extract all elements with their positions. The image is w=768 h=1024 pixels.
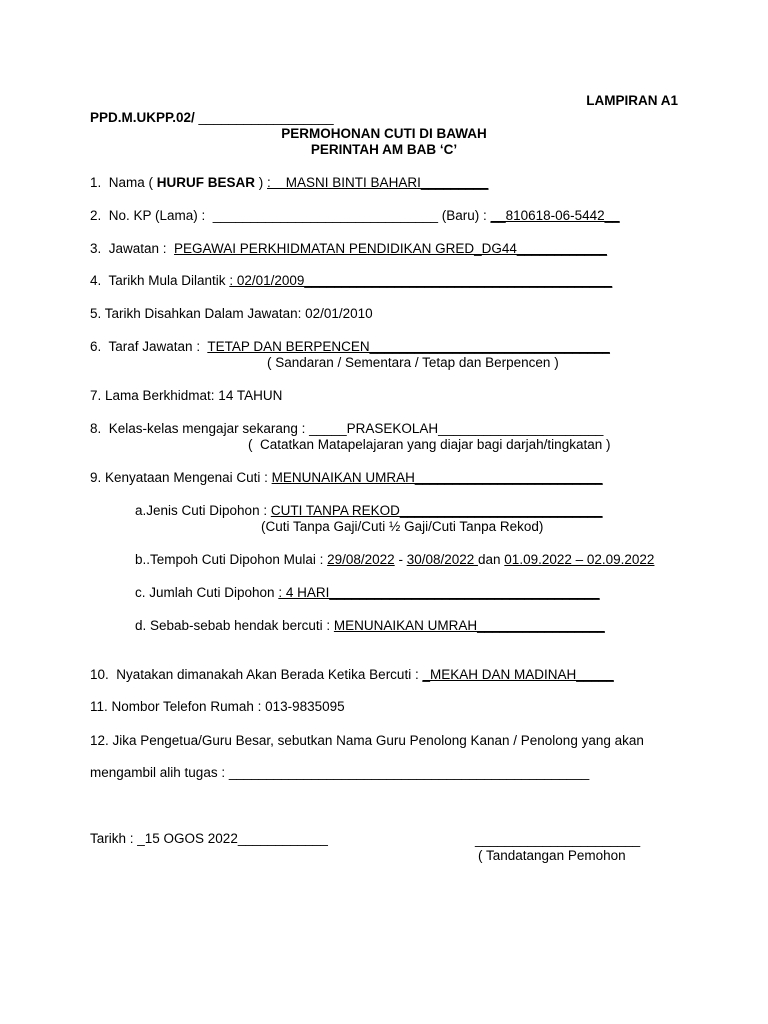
tempoh-date-2: 30/08/2022 (406, 552, 479, 567)
tempoh-sep-1: - (394, 552, 407, 567)
field-tarikh-mula (90, 273, 612, 289)
field-jawatan (90, 241, 607, 257)
field-jumlah-cuti (135, 585, 600, 601)
sebab-value: MENUNAIKAN UMRAH_________________ (333, 618, 605, 633)
field-tarikh-disahkan: 5. Tarikh Disahkan Dalam Jawatan: 02/01/2010 (90, 306, 373, 321)
field-lokasi-bercuti (90, 667, 614, 683)
tarikh-mula-value: : 02/01/2009_________________________________________ (229, 273, 613, 288)
jumlah-label: c. Jumlah Cuti Dipohon (135, 585, 279, 600)
sebab-label: d. Sebab-sebab hendak bercuti : (135, 618, 334, 633)
taraf-note: ( Sandaran / Sementara / Tetap dan Berpencen ) (267, 355, 559, 370)
signature-line: ______________________ (475, 832, 641, 847)
nama-label-end: ) (255, 175, 268, 190)
jenis-note: (Cuti Tanpa Gaji/Cuti ½ Gaji/Cuti Tanpa Rekod) (261, 519, 544, 534)
nama-label-bold: HURUF BESAR (156, 175, 256, 190)
berada-label: 10. Nyatakan dimanakah Akan Berada Ketika Bercuti : (90, 667, 423, 682)
field-kp (90, 208, 620, 224)
field-nama (90, 175, 488, 191)
kelas-note: ( Catatkan Matapelajaran yang diajar bagi darjah/tingkatan ) (248, 437, 611, 452)
form-title-line1: PERMOHONAN CUTI DI BAWAH (281, 126, 487, 141)
field-telefon: 11. Nombor Telefon Rumah : 013-9835095 (90, 699, 345, 714)
tempoh-date-1: 29/08/2022 (327, 552, 395, 567)
field-taraf-jawatan (90, 339, 610, 355)
form-title-line2: PERINTAH AM BAB ‘C’ (310, 142, 458, 157)
field-lama-berkhidmat: 7. Lama Berkhidmat: 14 TAHUN (90, 388, 283, 403)
field-jenis-cuti (135, 503, 603, 519)
nama-label: 1. Nama ( (90, 175, 157, 190)
nama-value: : MASNI BINTI BAHARI_________ (267, 175, 489, 190)
signature-label: ( Tandatangan Pemohon (478, 848, 626, 863)
reference-number (90, 110, 334, 126)
jenis-label: a.Jenis Cuti Dipohon : (135, 503, 271, 518)
field-kenyataan-cuti (90, 470, 603, 486)
field-pengetua-line2: mengambil alih tugas : ________________________________________________ (90, 765, 590, 780)
jumlah-value: : 4 HARI____________________________________ (278, 585, 600, 600)
jawatan-label: 3. Jawatan : (90, 241, 175, 256)
field-sebab-bercuti (135, 618, 605, 634)
jenis-value: CUTI TANPA REKOD___________________________ (270, 503, 603, 518)
field-pengetua-line1: 12. Jika Pengetua/Guru Besar, sebutkan Nama Guru Penolong Kanan / Penolong yang akan (90, 733, 644, 748)
kp-label: 2. No. KP (Lama) : ______________________________ (Baru) : (90, 208, 491, 223)
field-tempoh-cuti (135, 552, 654, 568)
kenyataan-label: 9. Kenyataan Mengenai Cuti : (90, 470, 272, 485)
berada-value: _MEKAH DAN MADINAH_____ (422, 667, 614, 682)
tarikh-permohonan: Tarikh : _15 OGOS 2022____________ (90, 831, 328, 846)
field-kelas: 8. Kelas-kelas mengajar sekarang : _____PRASEKOLAH______________________ (90, 421, 604, 436)
reference-blank: __________________ (198, 110, 334, 125)
lampiran-label: LAMPIRAN A1 (586, 93, 678, 108)
tempoh-label: b..Tempoh Cuti Dipohon Mulai : (135, 552, 328, 567)
reference-prefix: PPD.M.UKPP.02/ (90, 110, 199, 125)
kenyataan-value: MENUNAIKAN UMRAH_________________________ (271, 470, 603, 485)
tarikh-mula-label: 4. Tarikh Mula Dilantik (90, 273, 230, 288)
kp-value: __810618-06-5442__ (490, 208, 620, 223)
taraf-value: TETAP DAN BERPENCEN________________________________ (207, 339, 610, 354)
jawatan-value: PEGAWAI PERKHIDMATAN PENDIDIKAN GRED_DG44____________ (174, 241, 607, 256)
tempoh-date-3: 01.09.2022 – 02.09.2022 (504, 552, 655, 567)
taraf-label: 6. Taraf Jawatan : (90, 339, 208, 354)
tempoh-sep-2: dan (478, 552, 505, 567)
